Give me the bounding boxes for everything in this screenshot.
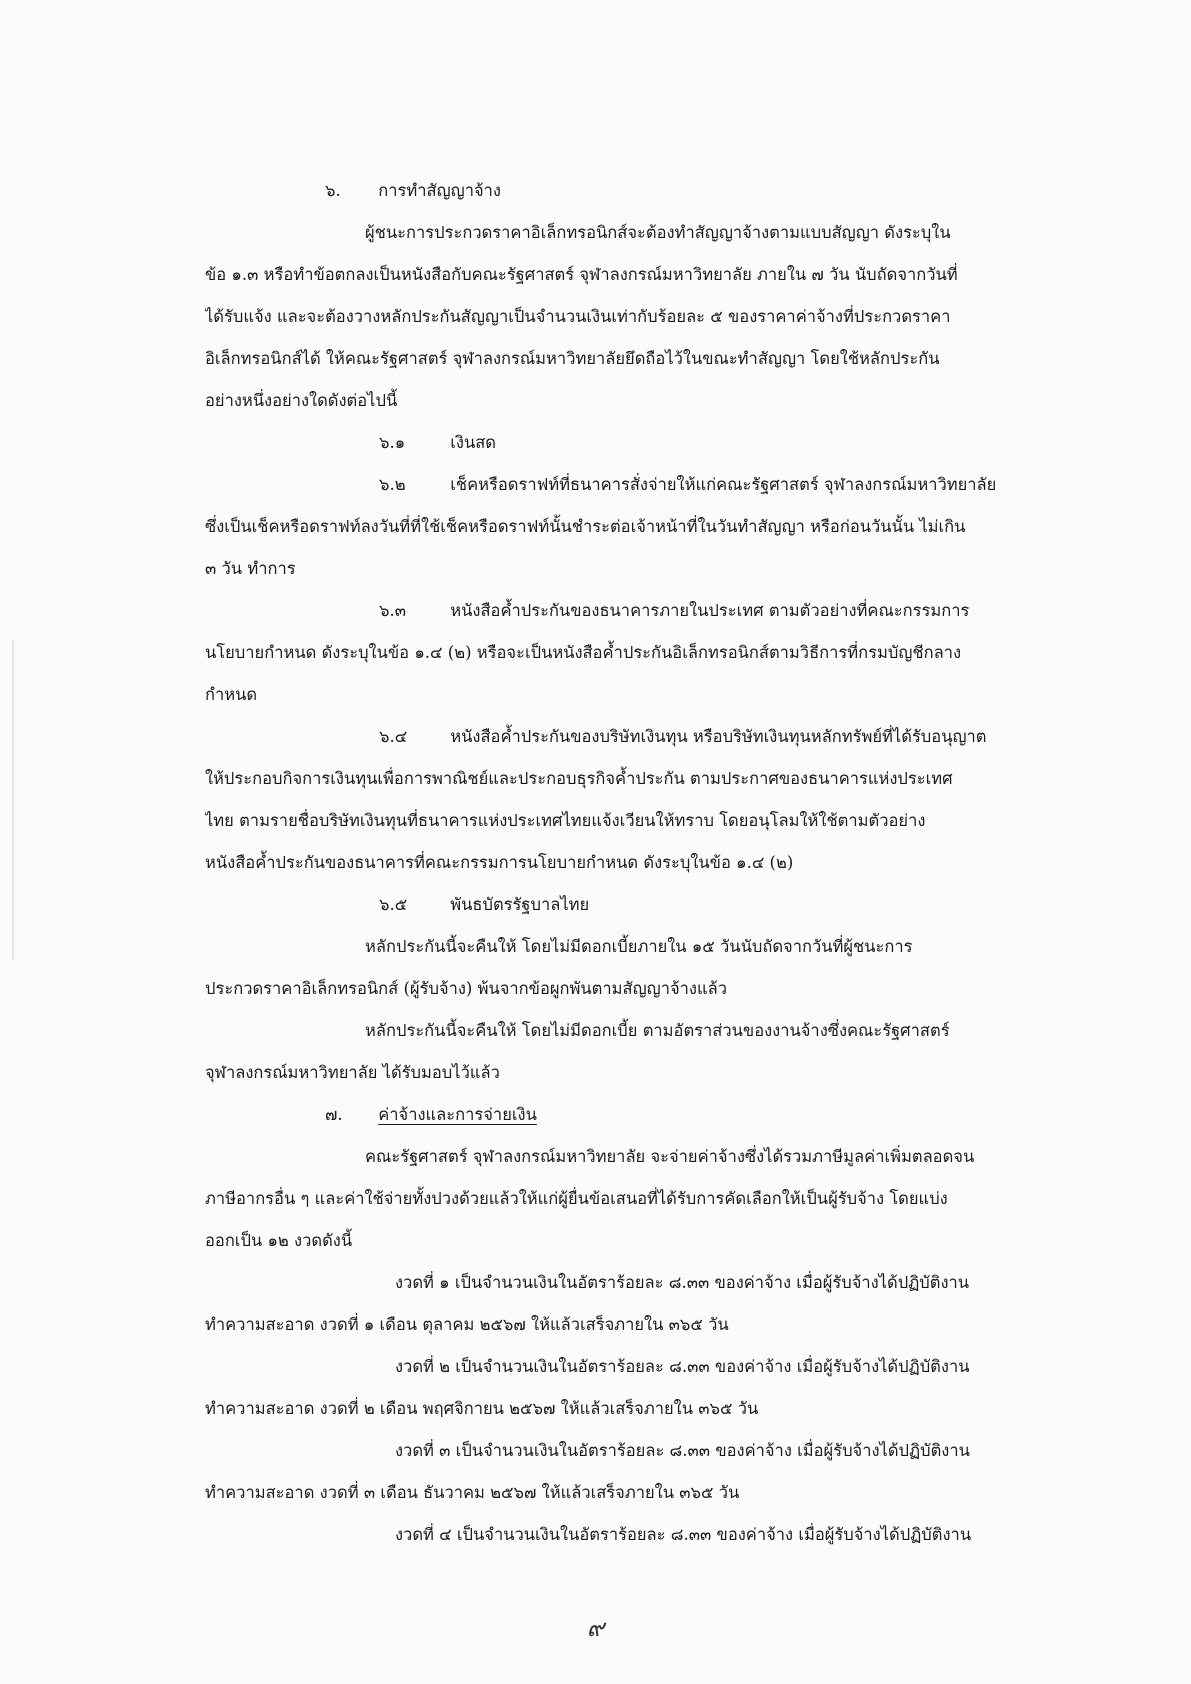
paragraph-line: ซึ่งเป็นเช็คหรือดราฟท์ลงวันที่ที่ใช้เช็คหรือดราฟท์นั้นชำระต่อเจ้าหน้าที่ในวันทำสัญญา หรือก่อนวันนั้น ไม่เกิน <box>205 517 966 536</box>
section-7-title: ค่าจ้างและการจ่ายเงิน <box>378 1105 537 1124</box>
paragraph-line: กำหนด <box>205 685 258 704</box>
item-6-5 <box>205 884 1085 926</box>
paragraph-line: งวดที่ ๑ เป็นจำนวนเงินในอัตราร้อยละ ๘.๓๓ ของค่าจ้าง เมื่อผู้รับจ้างได้ปฏิบัติงาน <box>395 1273 970 1292</box>
paragraph-line: ๓ วัน ทำการ <box>205 559 296 578</box>
paragraph-line: หนังสือค้ำประกันของธนาคารที่คณะกรรมการนโยบายกำหนด ดังระบุในข้อ ๑.๔ (๒) <box>205 853 794 872</box>
paragraph-line: ประกวดราคาอิเล็กทรอนิกส์ (ผู้รับจ้าง) พ้นจากข้อผูกพันตามสัญญาจ้างแล้ว <box>205 979 727 998</box>
installment-1 <box>205 1262 1085 1346</box>
section-6-title: การทำสัญญาจ้าง <box>378 181 501 200</box>
paragraph-line: ได้รับแจ้ง และจะต้องวางหลักประกันสัญญาเป็นจำนวนเงินเท่ากับร้อยละ ๕ ของราคาค่าจ้างที่ประกวดราคา <box>205 307 951 326</box>
section-6-heading <box>205 170 1085 212</box>
section-6-intro <box>205 212 1085 422</box>
section-7-number: ๗. <box>325 1105 343 1124</box>
paragraph-line: ข้อ ๑.๓ หรือทำข้อตกลงเป็นหนังสือกับคณะรัฐศาสตร์ จุฬาลงกรณ์มหาวิทยาลัย ภายใน ๗ วัน นับถัดจากวันที่ <box>205 265 958 284</box>
item-number: ๖.๔ <box>379 727 408 746</box>
paragraph-line: ทำความสะอาด งวดที่ ๒ เดือน พฤศจิกายน ๒๕๖๗ ให้แล้วเสร็จภายใน ๓๖๕ วัน <box>205 1399 759 1418</box>
item-number: ๖.๒ <box>379 475 406 494</box>
paragraph-line: ผู้ชนะการประกวดราคาอิเล็กทรอนิกส์จะต้องทำสัญญาจ้างตามแบบสัญญา ดังระบุใน <box>365 223 951 242</box>
item-text: หนังสือค้ำประกันของธนาคารภายในประเทศ ตามตัวอย่างที่คณะกรรมการ <box>450 601 970 620</box>
scan-edge-mark <box>12 640 14 960</box>
item-6-1 <box>205 422 1085 464</box>
paragraph-line: ให้ประกอบกิจการเงินทุนเพื่อการพาณิชย์และประกอบธุรกิจค้ำประกัน ตามประกาศของธนาคารแห่งประเทศ <box>205 769 953 788</box>
installment-3 <box>205 1430 1085 1514</box>
item-6-2 <box>205 464 1085 506</box>
paragraph-line: ออกเป็น ๑๒ งวดดังนี้ <box>205 1231 353 1250</box>
section-6-number: ๖. <box>325 181 341 200</box>
paragraph-line: หลักประกันนี้จะคืนให้ โดยไม่มีดอกเบี้ย ตามอัตราส่วนของงานจ้างซึ่งคณะรัฐศาสตร์ <box>365 1021 950 1040</box>
item-text: หนังสือค้ำประกันของบริษัทเงินทุน หรือบริษัทเงินทุนหลักทรัพย์ที่ได้รับอนุญาต <box>450 727 987 746</box>
section-7-heading <box>205 1094 1085 1136</box>
paragraph-line: งวดที่ ๓ เป็นจำนวนเงินในอัตราร้อยละ ๘.๓๓ ของค่าจ้าง เมื่อผู้รับจ้างได้ปฏิบัติงาน <box>395 1441 970 1460</box>
paragraph-line: นโยบายกำหนด ดังระบุในข้อ ๑.๔ (๒) หรือจะเป็นหนังสือค้ำประกันอิเล็กทรอนิกส์ตามวิธีการที่กรมบัญชีกลาง <box>205 643 962 662</box>
item-6-3 <box>205 590 1085 632</box>
paragraph-line: ภาษีอากรอื่น ๆ และค่าใช้จ่ายทั้งปวงด้วยแล้วให้แก่ผู้ยื่นข้อเสนอที่ได้รับการคัดเลือกให้เป็นผู้รับจ้าง โดยแบ่ง <box>205 1189 948 1208</box>
item-text: เช็คหรือดราฟท์ที่ธนาคารสั่งจ่ายให้แก่คณะรัฐศาสตร์ จุฬาลงกรณ์มหาวิทยาลัย <box>450 475 997 494</box>
item-number: ๖.๑ <box>379 433 406 452</box>
installment-2 <box>205 1346 1085 1430</box>
item-text: พันธบัตรรัฐบาลไทย <box>450 895 590 914</box>
paragraph-line: งวดที่ ๔ เป็นจำนวนเงินในอัตราร้อยละ ๘.๓๓ ของค่าจ้าง เมื่อผู้รับจ้างได้ปฏิบัติงาน <box>395 1525 972 1544</box>
item-number: ๖.๓ <box>379 601 406 620</box>
item-6-4 <box>205 716 1085 758</box>
paragraph-line: หลักประกันนี้จะคืนให้ โดยไม่มีดอกเบี้ยภายใน ๑๕ วันนับถัดจากวันที่ผู้ชนะการ <box>365 937 913 956</box>
paragraph-line: อิเล็กทรอนิกส์ได้ ให้คณะรัฐศาสตร์ จุฬาลงกรณ์มหาวิทยาลัยยึดถือไว้ในขณะทำสัญญา โดยใช้หลักประกัน <box>205 349 940 368</box>
paragraph-line: คณะรัฐศาสตร์ จุฬาลงกรณ์มหาวิทยาลัย จะจ่ายค่าจ้างซึ่งได้รวมภาษีมูลค่าเพิ่มตลอดจน <box>365 1147 975 1166</box>
item-text: เงินสด <box>450 433 497 452</box>
item-number: ๖.๕ <box>379 895 408 914</box>
page-number: ๙ <box>586 1614 605 1642</box>
paragraph-line: อย่างหนึ่งอย่างใดดังต่อไปนี้ <box>205 391 398 410</box>
paragraph-line: ทำความสะอาด งวดที่ ๑ เดือน ตุลาคม ๒๕๖๗ ให้แล้วเสร็จภายใน ๓๖๕ วัน <box>205 1315 729 1334</box>
paragraph-line: ไทย ตามรายชื่อบริษัทเงินทุนที่ธนาคารแห่งประเทศไทยแจ้งเวียนให้ทราบ โดยอนุโลมให้ใช้ตามตัวอย่าง <box>205 811 926 830</box>
installment-4 <box>205 1514 1085 1556</box>
paragraph-line: งวดที่ ๒ เป็นจำนวนเงินในอัตราร้อยละ ๘.๓๓ ของค่าจ้าง เมื่อผู้รับจ้างได้ปฏิบัติงาน <box>395 1357 970 1376</box>
document-body <box>205 170 1085 1556</box>
paragraph-line: จุฬาลงกรณ์มหาวิทยาลัย ได้รับมอบไว้แล้ว <box>205 1063 500 1082</box>
paragraph-line: ทำความสะอาด งวดที่ ๓ เดือน ธันวาคม ๒๕๖๗ ให้แล้วเสร็จภายใน ๓๖๕ วัน <box>205 1483 740 1502</box>
